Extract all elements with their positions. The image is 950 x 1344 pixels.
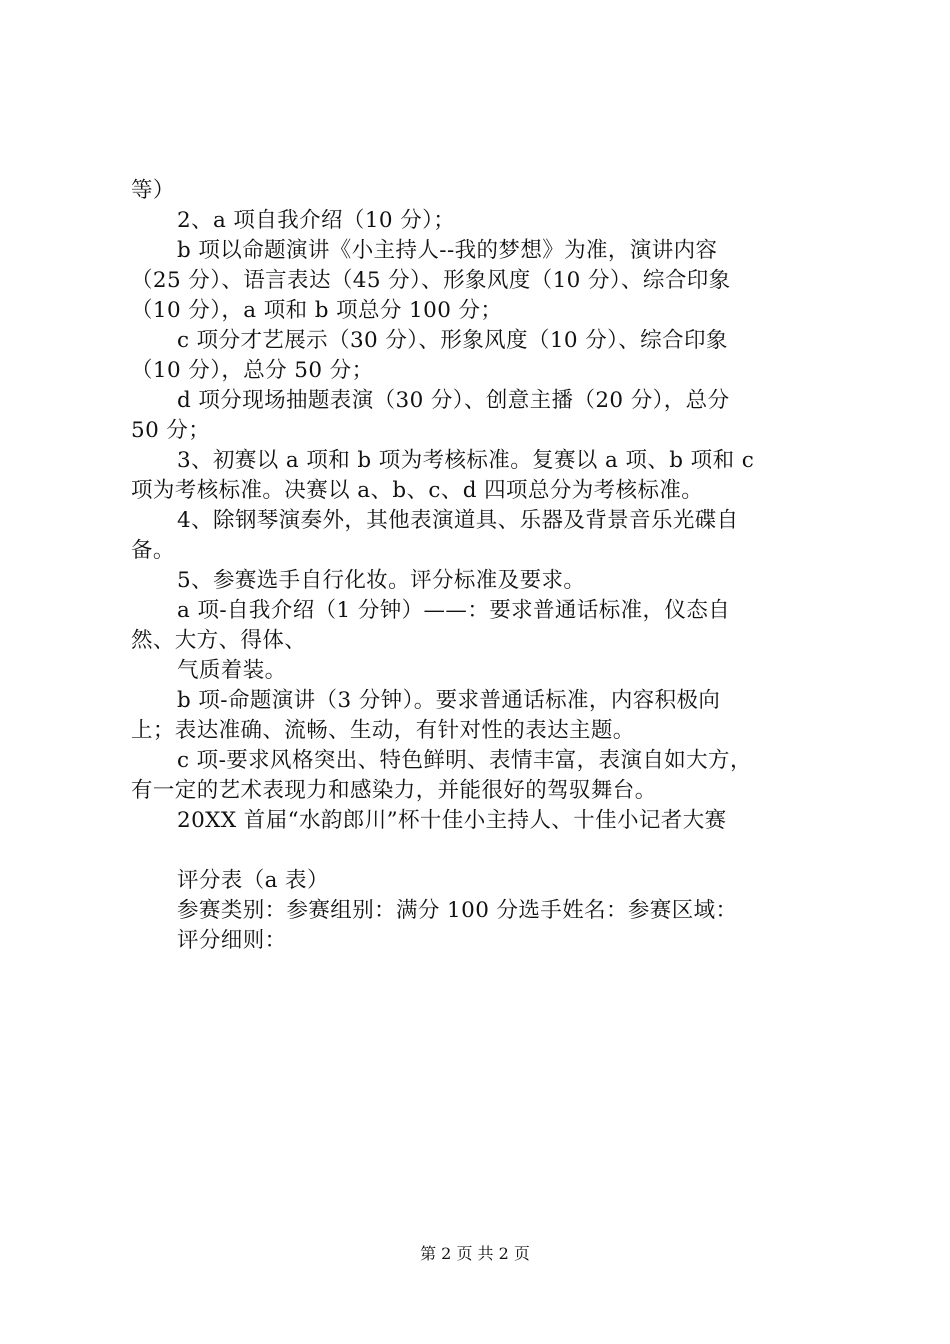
text-line: c 项分才艺展示（30 分）、形象风度（10 分）、综合印象	[177, 328, 728, 353]
text-line: （25 分）、语言表达（45 分）、形象风度（10 分）、综合印象	[131, 268, 731, 293]
form-rules-label: 评分细则：	[177, 928, 287, 953]
text-line: b 项以命题演讲《小主持人--我的梦想》为准，演讲内容	[177, 238, 718, 263]
text-line: 5、参赛选手自行化妆。评分标准及要求。	[177, 568, 586, 593]
blank-line	[131, 836, 831, 866]
text-line: 备。	[131, 538, 175, 563]
page-footer	[0, 1243, 950, 1265]
text-line: 气质着装。	[177, 658, 287, 683]
text-line: 3、初赛以 a 项和 b 项为考核标准。复赛以 a 项、b 项和 c	[177, 448, 755, 473]
text-line: 50 分；	[131, 418, 211, 443]
text-line: 上；表达准确、流畅、生动，有针对性的表达主题。	[131, 718, 635, 743]
text-line: 2、a 项自我介绍（10 分）；	[177, 208, 456, 233]
text-line: 有一定的艺术表现力和感染力，并能很好的驾驭舞台。	[131, 778, 657, 803]
text-line: 项为考核标准。决赛以 a、b、c、d 四项总分为考核标准。	[131, 478, 704, 503]
text-line: b 项-命题演讲（3 分钟）。要求普通话标准，内容积极向	[177, 688, 721, 713]
form-fields: 参赛类别：参赛组别：满分 100 分选手姓名：参赛区域：	[177, 898, 738, 923]
text-line: c 项-要求风格突出、特色鲜明、表情丰富，表演自如大方，	[177, 748, 752, 773]
text-line: 然、大方、得体、	[131, 628, 307, 653]
page-indicator: 第 2 页 共 2 页	[420, 1244, 530, 1263]
text-line: （10 分），a 项和 b 项总分 100 分；	[131, 298, 503, 323]
text-line: （10 分），总分 50 分；	[131, 358, 374, 383]
form-title: 评分表（a 表）	[177, 868, 329, 893]
text-line: 等）	[131, 178, 175, 203]
text-line: a 项-自我介绍（1 分钟）——：要求普通话标准，仪态自	[177, 598, 731, 623]
text-line: 4、除钢琴演奏外，其他表演道具、乐器及背景音乐光碟自	[177, 508, 739, 533]
text-line: d 项分现场抽题表演（30 分）、创意主播（20 分），总分	[177, 388, 730, 413]
document-body	[131, 176, 831, 956]
text-line: 20XX 首届“水韵郎川”杯十佳小主持人、十佳小记者大赛	[177, 808, 727, 833]
